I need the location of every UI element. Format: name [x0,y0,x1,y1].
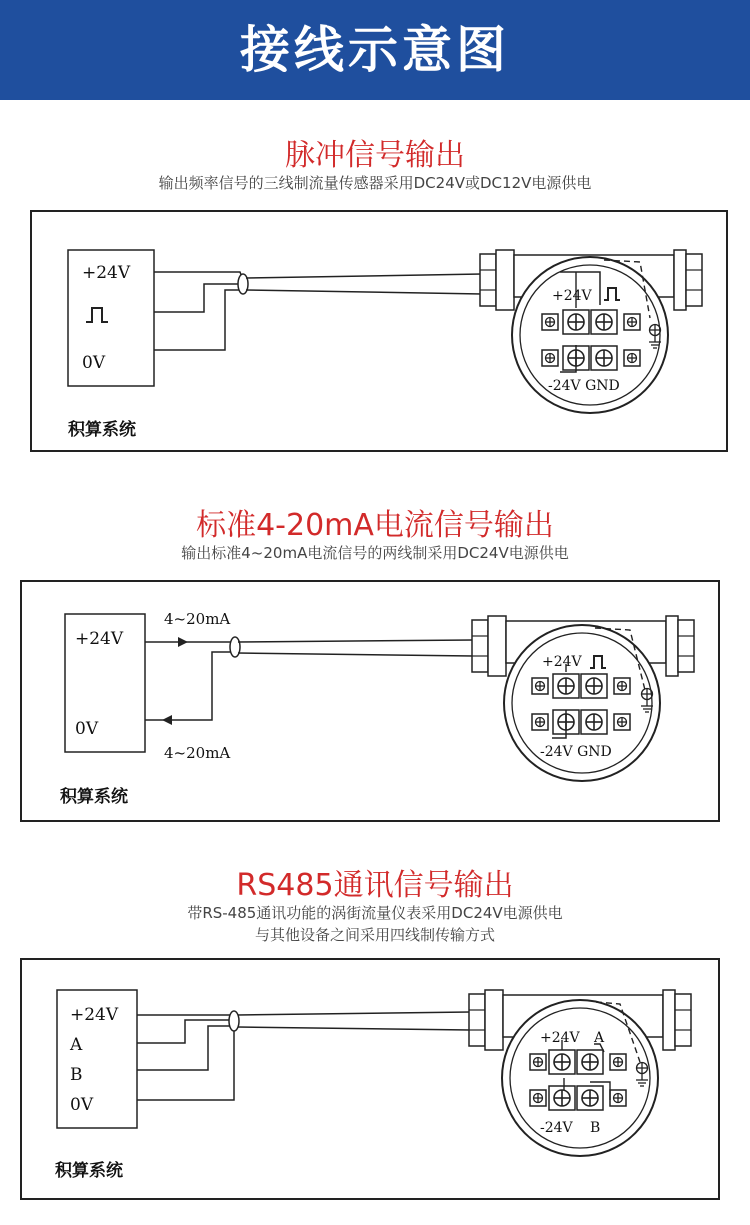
integrator-label-b: B [70,1065,83,1085]
sensor-label-b: B [590,1120,601,1136]
section-3-subtitle-line-2: 与其他设备之间采用四线制传输方式 [254,926,495,944]
sensor-label-bottom: -24V GND [540,744,612,760]
line-label-bottom: 4~20mA [164,744,231,762]
section-2-title: 标准4-20mA电流信号输出 [196,508,554,543]
sensor-label-bottom: -24V GND [548,378,620,394]
page-title: 接线示意图 [240,21,510,79]
sensor-label-top: +24V [540,1030,580,1046]
line-label-top: 4~20mA [164,610,231,628]
section-1-subtitle: 输出频率信号的三线制流量传感器采用DC24V或DC12V电源供电 [158,174,592,192]
integrator-label-0v: 0V [70,1095,94,1115]
arrow-in-icon [178,637,188,647]
section-3-title: RS485通讯信号输出 [236,868,514,903]
sensor-label-top: +24V [542,654,582,670]
section-3-subtitle-line-1: 带RS-485通讯功能的涡街流量仪表采用DC24V电源供电 [187,904,563,922]
system-label: 积算系统 [55,1161,123,1181]
integrator-label-24v: +24V [70,1005,119,1025]
sensor-label-top: +24V [552,288,592,304]
cable-shield [238,274,248,294]
section-1-title: 脉冲信号输出 [285,138,465,173]
integrator-label-24v: +24V [75,629,124,649]
sensor-label-a: A [594,1030,605,1046]
system-label: 积算系统 [60,787,128,807]
integrator-label-a: A [70,1035,83,1055]
sensor-label-bottom: -24V [540,1120,573,1136]
section-2-subtitle: 输出标准4~20mA电流信号的两线制采用DC24V电源供电 [181,544,569,562]
integrator-label-0v: 0V [75,719,99,739]
system-label: 积算系统 [68,420,136,440]
arrow-out-icon [162,715,172,725]
integrator-label-24v: +24V [82,263,131,283]
integrator-label-0v: 0V [82,353,106,373]
